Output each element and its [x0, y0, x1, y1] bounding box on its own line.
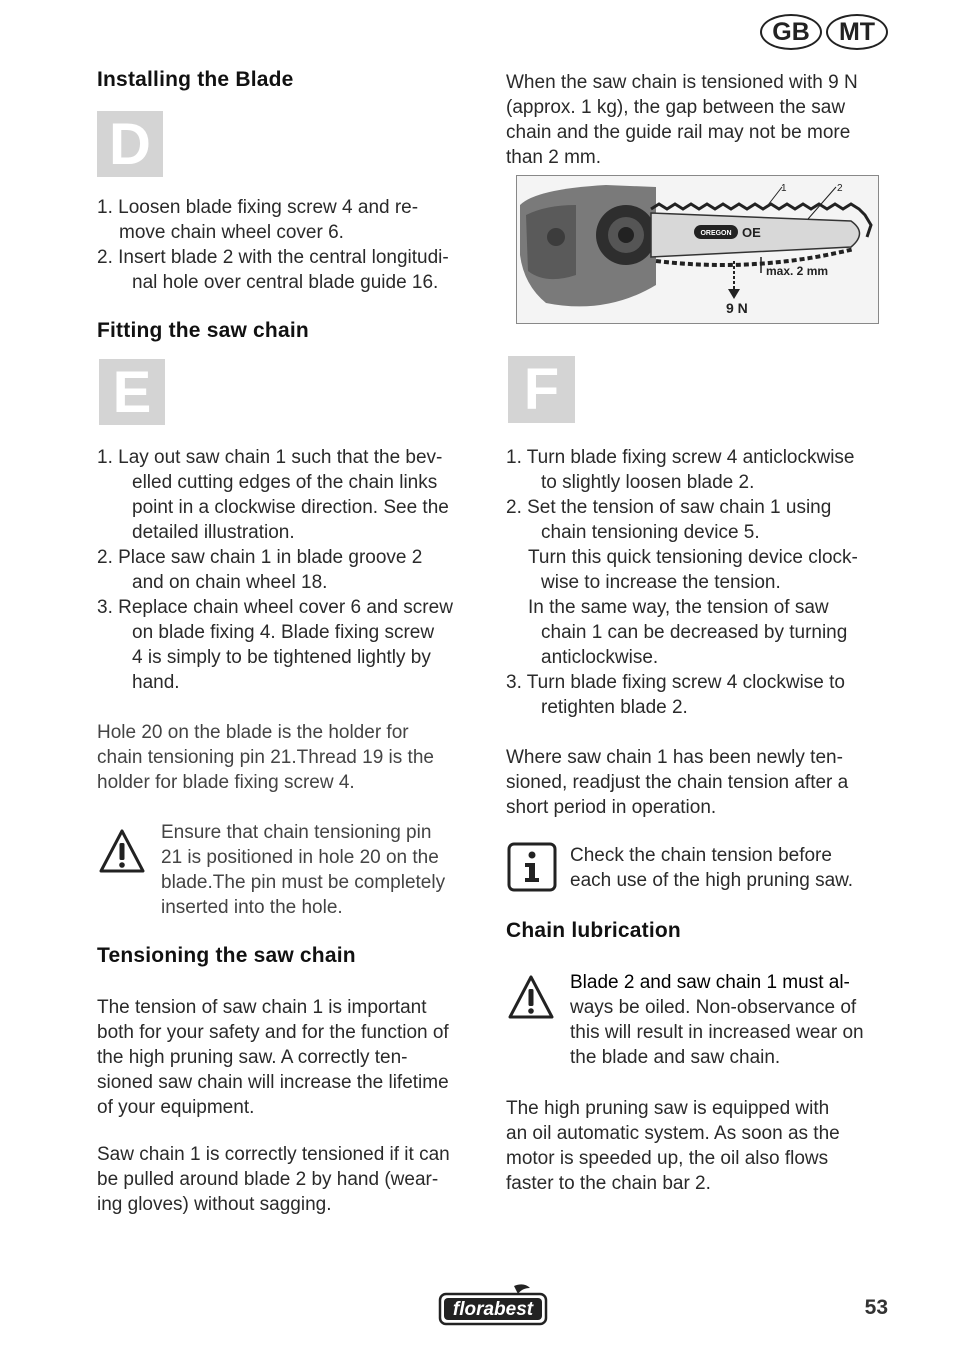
oil-paragraph	[506, 1096, 898, 1196]
step-line: hand.	[132, 672, 180, 693]
text-line: each use of the high pruning saw.	[570, 870, 854, 891]
installing-steps	[97, 195, 487, 295]
step-line: 1. Turn blade fixing screw 4 anticlockwise	[506, 447, 855, 468]
page-number: 53	[864, 1296, 888, 1319]
brand-label: OREGON	[700, 230, 732, 237]
intro-paragraph	[506, 70, 896, 170]
text-line: Saw chain 1 is correctly tensioned if it can	[97, 1144, 450, 1165]
text-line: this will result in increased wear on	[570, 1022, 864, 1043]
step-line: chain 1 can be decreased by turning	[541, 622, 848, 643]
chain-lubrication-heading: Chain lubrication	[506, 919, 681, 942]
badge-gb: GB	[760, 14, 822, 50]
figure-d-marker: D	[97, 111, 163, 177]
step-line: and on chain wheel 18.	[132, 572, 328, 593]
text-line: blade.The pin must be completely	[161, 872, 446, 893]
installing-heading: Installing the Blade	[97, 68, 294, 91]
text-line: ing gloves) without sagging.	[97, 1194, 332, 1215]
text-line: Blade 2 and saw chain 1 must al-	[570, 972, 850, 993]
newly-tensioned-paragraph	[506, 745, 898, 820]
lube-warning-paragraph	[570, 970, 900, 1070]
step-line: 4 is simply to be tightened lightly by	[132, 647, 431, 668]
text-line: motor is speeded up, the oil also flows	[506, 1148, 829, 1169]
fitting-steps	[97, 445, 489, 695]
text-line: be pulled around blade 2 by hand (wear-	[97, 1169, 439, 1190]
tensioning-heading: Tensioning the saw chain	[97, 944, 356, 967]
text-line: The high pruning saw is equipped with	[506, 1098, 830, 1119]
text-line: Check the chain tension before	[570, 845, 832, 866]
badge-mt: MT	[826, 14, 888, 50]
warning-triangle-icon	[98, 828, 146, 874]
text-line: both for your safety and for the function of	[97, 1022, 449, 1043]
tension-paragraph-2	[97, 1142, 489, 1217]
force-label: 9 N	[726, 300, 748, 316]
step-line: In the same way, the tension of saw	[528, 597, 829, 618]
text-line: ways be oiled. Non-observance of	[570, 997, 857, 1018]
text-line: an oil automatic system. As soon as the	[506, 1123, 840, 1144]
label-2: 2	[837, 183, 843, 194]
text-line: Ensure that chain tensioning pin	[161, 822, 432, 843]
info-icon	[507, 842, 557, 892]
fitting-heading: Fitting the saw chain	[97, 319, 309, 342]
step-line: 1. Loosen blade fixing screw 4 and re-	[97, 197, 419, 218]
text-line: sioned, readjust the chain tension after a	[506, 772, 849, 793]
step-line: 3. Turn blade fixing screw 4 clockwise to	[506, 672, 845, 693]
brand-label-2: OE	[742, 225, 761, 240]
step-line: 1. Lay out saw chain 1 such that the bev-	[97, 447, 443, 468]
figure-f-marker: F	[508, 356, 575, 423]
text-line: than 2 mm.	[506, 147, 602, 168]
info-paragraph	[570, 843, 900, 893]
step-line: anticlockwise.	[541, 647, 659, 668]
text-line: faster to the chain bar 2.	[506, 1173, 711, 1194]
text-line: chain tensioning pin 21.Thread 19 is the	[97, 747, 434, 768]
warning-triangle-icon	[507, 974, 555, 1020]
step-line: retighten blade 2.	[541, 697, 688, 718]
text-line: Where saw chain 1 has been newly ten-	[506, 747, 843, 768]
step-line: 2. Insert blade 2 with the central longitudi-	[97, 247, 449, 268]
tension-paragraph-1	[97, 995, 489, 1120]
label-1: 1	[781, 183, 787, 194]
text-line: holder for blade fixing screw 4.	[97, 772, 355, 793]
text-line: inserted into the hole.	[161, 897, 343, 918]
text-line: 21 is positioned in hole 20 on the	[161, 847, 439, 868]
step-line: nal hole over central blade guide 16.	[132, 272, 439, 293]
text-line: The tension of saw chain 1 is important	[97, 997, 427, 1018]
language-badges	[760, 14, 888, 50]
step-line: detailed illustration.	[132, 522, 295, 543]
step-line: 2. Place saw chain 1 in blade groove 2	[97, 547, 423, 568]
logo-text: florabest	[452, 1299, 534, 1320]
text-line: sioned saw chain will increase the lifetime	[97, 1072, 449, 1093]
step-line: chain tensioning device 5.	[541, 522, 760, 543]
step-line: Turn this quick tensioning device clock-	[528, 547, 858, 568]
text-line: (approx. 1 kg), the gap between the saw	[506, 97, 846, 118]
step-line: on blade fixing 4. Blade fixing screw	[132, 622, 435, 643]
figure-e-marker: E	[99, 359, 165, 425]
text-line: short period in operation.	[506, 797, 717, 818]
step-line: point in a clockwise direction. See the	[132, 497, 449, 518]
step-line: 3. Replace chain wheel cover 6 and screw	[97, 597, 453, 618]
text-line: the blade and saw chain.	[570, 1047, 781, 1068]
chain-tension-photo	[516, 175, 879, 324]
step-line: move chain wheel cover 6.	[119, 222, 344, 243]
step-line: to slightly loosen blade 2.	[541, 472, 755, 493]
gap-label: max. 2 mm	[766, 264, 829, 278]
text-line: the high pruning saw. A correctly ten-	[97, 1047, 408, 1068]
florabest-logo	[438, 1282, 548, 1326]
text-line: of your equipment.	[97, 1097, 255, 1118]
step-line: wise to increase the tension.	[541, 572, 781, 593]
f-steps	[506, 445, 898, 720]
text-line: When the saw chain is tensioned with 9 N	[506, 72, 858, 93]
warning-paragraph	[161, 820, 491, 920]
text-line: chain and the guide rail may not be more	[506, 122, 851, 143]
step-line: 2. Set the tension of saw chain 1 using	[506, 497, 832, 518]
hole-paragraph	[97, 720, 489, 795]
text-line: Hole 20 on the blade is the holder for	[97, 722, 409, 743]
step-line: elled cutting edges of the chain links	[132, 472, 438, 493]
